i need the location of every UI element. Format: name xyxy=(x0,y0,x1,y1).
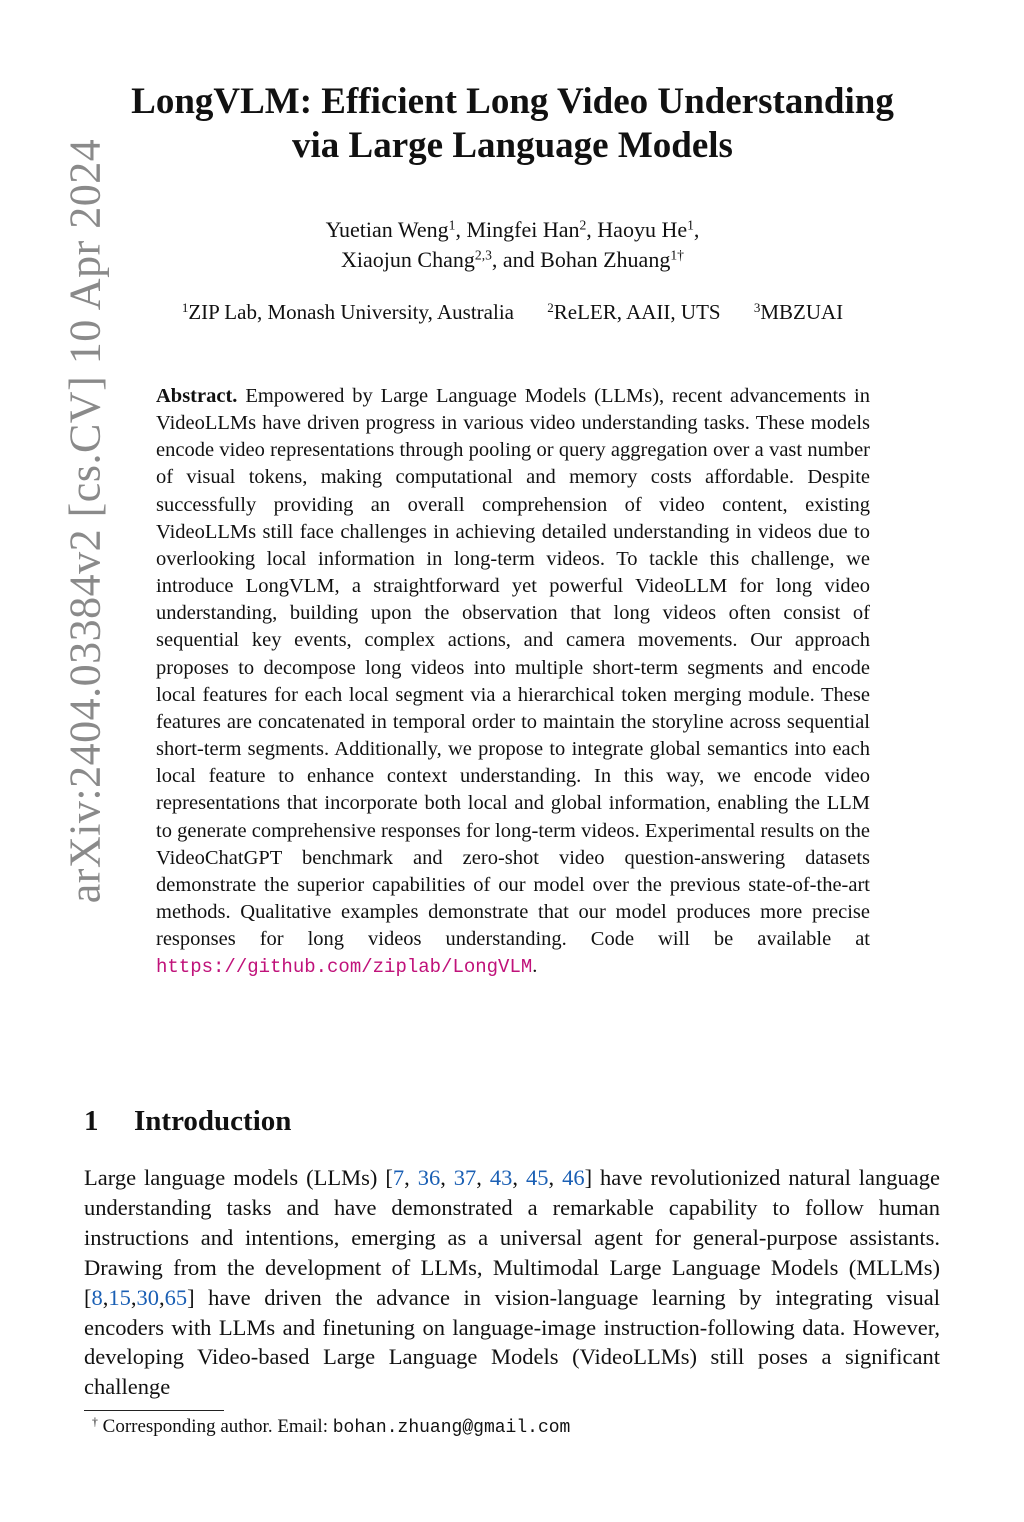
citation-link[interactable]: 46 xyxy=(562,1165,585,1190)
author-name: and Bohan Zhuang xyxy=(502,247,671,272)
author-affil-sup: 1 xyxy=(448,217,456,233)
affiliations xyxy=(110,298,915,326)
abstract-text: Empowered by Large Language Models (LLMs), recent advancements in VideoLLMs have driven progress in various video understanding tasks. These models encode video representations through pooling or query aggregation over a vast number of visual tokens, making computational and memory costs affordable. Despite successfully providing an overall comprehension of video content, existing VideoLLMs still face challenges in achieving detailed understanding in videos due to overlooking local information in long-term videos. To tackle this challenge, we introduce LongVLM, a straightforward yet powerful VideoLLM for long video understanding, building upon the observation that long videos often consist of sequential key events, complex actions, and camera movements. Our approach proposes to decompose long videos into multiple short-term segments and encode local features for each local segment via a hierarchical token merging module. These features are concatenated in temporal order to maintain the storyline across sequential short-term segments. Additionally, we propose to integrate global semantics into each local feature to enhance context understanding. In this way, we encode video representations that incorporate both local and global information, enabling the LLM to generate comprehensive responses for long-term videos. Experimental results on the VideoChatGPT benchmark and zero-shot video question-answering datasets demonstrate the superior capabilities of our model over the previous state-of-the-art methods. Qualitative examples demonstrate that our model produces more precise responses for long videos understanding. Code will be available at xyxy=(156,385,870,951)
author-affil-sup: 2,3 xyxy=(474,247,492,263)
author-name: Haoyu He xyxy=(597,217,688,242)
title-line-2: via Large Language Models xyxy=(292,125,733,166)
author-line-1: Yuetian Weng$^1$, Mingfei Han$^2$, Haoyu He$^1$, xyxy=(325,217,700,242)
citation-link[interactable]: 30 xyxy=(136,1284,159,1310)
affiliation-item: $^1$ZIP Lab, Monash University, Australia xyxy=(181,299,514,324)
section-heading xyxy=(84,1105,291,1138)
arxiv-identifier: arXiv:2404.03384v2 [cs.CV] 10 Apr 2024 xyxy=(60,138,110,904)
citation-link[interactable]: 45 xyxy=(525,1165,549,1190)
citation-link[interactable]: 8 xyxy=(91,1284,103,1310)
citation-link[interactable]: 36 xyxy=(417,1165,441,1190)
citation-link[interactable]: 37 xyxy=(453,1165,477,1190)
footnote xyxy=(92,1416,570,1438)
intro-paragraph: Large language models (LLMs) [7, 36, 37, 43, 45, 46] have revolutionized natural language understanding tasks and have demonstrated a remarkable capability to follow human instructions and intentions, emerging as a universal agent for general-purpose assistants. Drawing from the development of LLMs, Multimodal Large Language Models (MLLMs) [8,15,30,65] have driven the advance in vision-language learning by integrating visual encoders with LLMs and finetuning on language-image instruction-following data. However, developing Video-based Large Language Models (VideoLLMs) still poses a significant challenge xyxy=(84,1165,941,1400)
footnote-divider xyxy=(84,1410,224,1411)
affiliation-item: $^2$ReLER, AAII, UTS xyxy=(547,299,721,324)
author-line-2: Xiaojun Chang$^{2,3}$, and Bohan Zhuang$^{1\dagger}$ xyxy=(341,247,684,272)
section-title: Introduction xyxy=(134,1105,292,1137)
footnote-text: Corresponding author. Email: xyxy=(102,1416,328,1437)
author-name: Xiaojun Chang xyxy=(341,247,475,272)
citation-link[interactable]: 15 xyxy=(108,1284,131,1310)
affiliation-item: $^3$MBZUAI xyxy=(753,299,844,324)
author-list xyxy=(120,215,905,275)
abstract-label: Abstract. xyxy=(156,385,238,407)
email-link[interactable]: bohan.zhuang@gmail.com xyxy=(332,1418,571,1438)
footnote-mark: † xyxy=(92,1415,98,1429)
author-name: Yuetian Weng xyxy=(325,217,449,242)
code-link[interactable]: https://github.com/ziplab/LongVLM xyxy=(156,956,533,979)
citation-link[interactable]: 7 xyxy=(392,1165,405,1190)
author-affil-sup: 1† xyxy=(670,247,684,263)
abstract: Abstract. Empowered by Large Language Models (LLMs), recent advancements in VideoLLMs have driven progress in various video understanding tasks. These models encode video representations through pooling or query aggregation over a vast number of visual tokens, making computational and memory costs affordable. Despite successfully providing an overall comprehension of video content, existing VideoLLMs still face challenges in achieving detailed understanding in videos due to overlooking local information in long-term videos. To tackle this challenge, we introduce LongVLM, a straightforward yet powerful VideoLLM for long video understanding, building upon the observation that long videos often consist of sequential key events, complex actions, and camera movements. Our approach proposes to decompose long videos into multiple short-term segments and encode local features for each local segment via a hierarchical token merging module. These features are concatenated in temporal order to maintain the storyline across sequential short-term segments. Additionally, we propose to integrate global semantics into each local feature to enhance context understanding. In this way, we encode video representations that incorporate both local and global information, enabling the LLM to generate comprehensive responses for long-term videos. Experimental results on the VideoChatGPT benchmark and zero-shot video question-answering datasets demonstrate the superior capabilities of our model over the previous state-of-the-art methods. Qualitative examples demonstrate that our model produces more precise responses for long videos understanding. Code will be available at https://github.com/ziplab/LongVLM. xyxy=(156,385,870,979)
author-affil-sup: 1 xyxy=(687,217,694,233)
paper-title xyxy=(100,80,925,168)
title-line-1: LongVLM: Efficient Long Video Understanding xyxy=(131,81,894,122)
author-affil-sup: 2 xyxy=(579,217,587,233)
section-number: 1 xyxy=(84,1105,99,1137)
citation-link[interactable]: 43 xyxy=(489,1165,513,1190)
citation-link[interactable]: 65 xyxy=(164,1284,188,1310)
author-name: Mingfei Han xyxy=(466,217,580,242)
